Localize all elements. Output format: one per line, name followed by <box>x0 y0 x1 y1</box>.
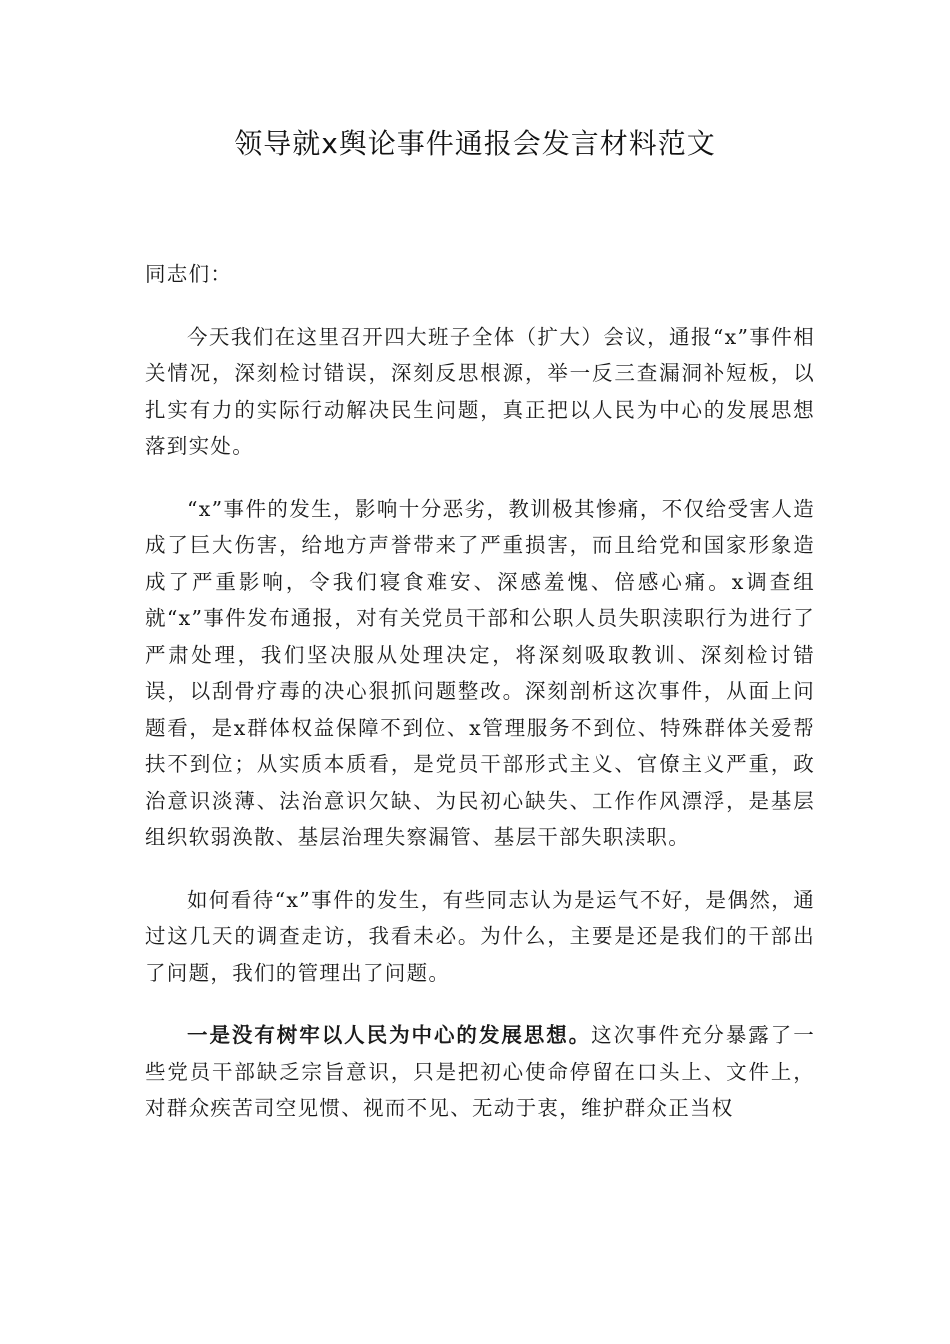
document-title: 领导就x舆论事件通报会发言材料范文 <box>234 127 716 160</box>
paragraph-4-text: 这次事件充分暴露了一些党员干部缺乏宗旨意识，只是把初心使命停留在口头上、文件上，对群众疾苦司空见惯、视而不见、无动于衷，维护群众正当权 <box>145 1023 816 1120</box>
document-body <box>145 256 815 1153</box>
paragraph-4-bold-lead: 一是没有树牢以人民为中心的发展思想。 <box>187 1023 592 1047</box>
paragraph-2: “x”事件的发生，影响十分恶劣，教训极其惨痛，不仅给受害人造成了巨大伤害，给地方声誉带来了严重损害，而且给党和国家形象造成了严重影响，令我们寝食难安、深感羞愧、倍感心痛。x调查组就“x”事件发布通报，对有关党员干部和公职人员失职渎职行为进行了严肃处理，我们坚决服从处理决定，将深刻吸取教训、深刻检讨错误，以刮骨疗毒的决心狠抓问题整改。深刻剖析这次事件，从面上问题看，是x群体权益保障不到位、x管理服务不到位、特殊群体关爱帮扶不到位；从实质本质看，是党员干部形式主义、官僚主义严重，政治意识淡薄、法治意识欠缺、为民初心缺失、工作作风漂浮，是基层组织软弱涣散、基层治理失察漏管、基层干部失职渎职。 <box>145 496 815 849</box>
paragraph-4 <box>145 1017 815 1127</box>
paragraph-3: 如何看待“x”事件的发生，有些同志认为是运气不好，是偶然，通过这几天的调查走访，我看未必。为什么，主要是还是我们的干部出了问题，我们的管理出了问题。 <box>145 887 815 985</box>
salutation: 同志们： <box>145 262 233 286</box>
paragraph-1: 今天我们在这里召开四大班子全体（扩大）会议，通报“x”事件相关情况，深刻检讨错误，深刻反思根源，举一反三查漏洞补短板，以扎实有力的实际行动解决民生问题，真正把以人民为中心的发展思想落到实处。 <box>145 324 815 458</box>
